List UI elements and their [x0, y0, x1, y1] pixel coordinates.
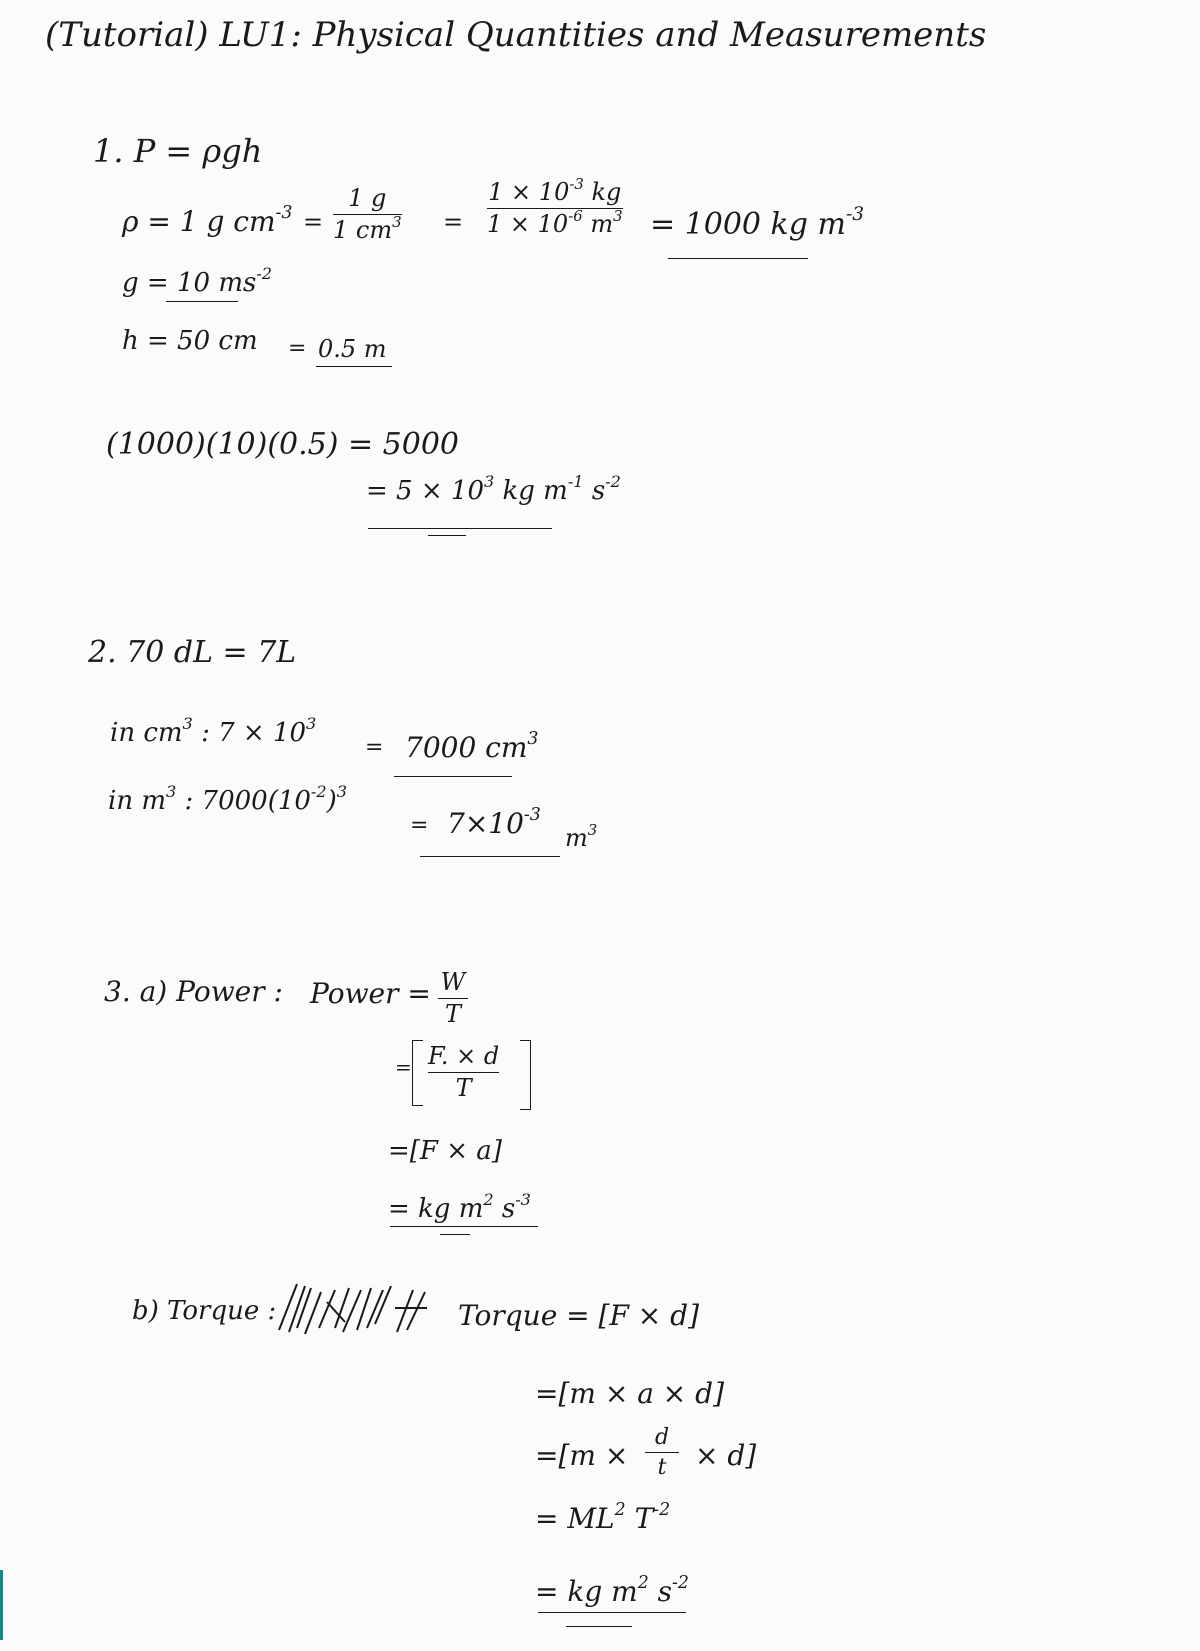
q2-m-underline: [420, 856, 560, 857]
q2-line1: 2. 70 dL = 7L: [88, 635, 297, 670]
q2-cm-calc: : 7 × 10: [201, 718, 307, 748]
q2-cm-exp: 3: [182, 713, 193, 733]
q2-m-unit: [565, 820, 598, 852]
q1-formula: 1. P = ρgh: [93, 132, 263, 170]
q2-cm-calc-exp: 3: [306, 713, 317, 733]
q3b-step4-text: = ML: [535, 1502, 615, 1535]
q1-rho: [122, 202, 293, 238]
q3b-step3-open: =[m ×: [535, 1439, 629, 1472]
q3b-step4-exp2: -2: [653, 1499, 671, 1520]
q1-rho-result-text: = 1000 kg m: [650, 207, 846, 242]
q2-m-result-text: 7×10: [447, 807, 524, 840]
q3a-step4-underline: [390, 1226, 538, 1227]
q3a-fraction: [438, 970, 468, 1027]
q3b-step5-exp: 2: [637, 1572, 649, 1593]
q1-f2-num-unit: kg: [591, 178, 622, 206]
q3b-step5-underline: [538, 1612, 686, 1613]
q2-cm-result: [405, 728, 539, 764]
q1-h-eq: =: [288, 336, 307, 361]
q2-m-calc-exp: -2: [310, 781, 327, 801]
q3a-step4-unit: s: [501, 1194, 516, 1224]
q1-rho-exp: -3: [275, 202, 293, 223]
q1-rho-result-underline: [668, 258, 808, 259]
q3b-step5-unit-exp: -2: [672, 1572, 689, 1593]
q1-fraction-1: [333, 186, 402, 243]
q2-cm-label: in cm: [110, 718, 183, 748]
q3a-frac-den: T: [444, 1000, 461, 1029]
q1-h-underline: [316, 366, 392, 367]
q1-f1-den-exp: 3: [392, 213, 402, 232]
q3b-step3-num: d: [654, 1425, 670, 1450]
q3b-step4-mid: T: [634, 1502, 654, 1535]
q3a-frac-bar: [438, 998, 468, 999]
q3b-torque: Torque = [F × d]: [458, 1299, 699, 1332]
q3a-step2-bracket-left: [412, 1040, 423, 1106]
q1-result-exp: 3: [484, 471, 495, 491]
q3b-step5-underline-2: [566, 1626, 632, 1627]
q3b-step3-fraction: [645, 1426, 679, 1479]
q1-f2-den-unit-exp: 3: [613, 207, 623, 226]
q1-result: [366, 471, 621, 506]
q2-m-label: in m: [108, 786, 166, 816]
q1-f2-den-unit: m: [590, 210, 614, 239]
q3b-step4: [535, 1499, 671, 1535]
q1-result-underline-2: [428, 535, 466, 536]
q2-m-unit-exp: 3: [587, 820, 598, 839]
q1-result-text: = 5 × 10: [366, 476, 484, 506]
q3b-step5-unit: s: [657, 1575, 673, 1608]
q1-eq1: =: [303, 208, 324, 236]
q1-f1-den-text: 1 cm: [333, 216, 393, 245]
page-title: (Tutorial) LU1: Physical Quantities and Measurements: [45, 15, 987, 55]
q3a-step2-bracket-right: [520, 1040, 531, 1110]
q3a-label: 3. a) Power :: [104, 975, 283, 1008]
q2-cm-eq: =: [365, 735, 384, 760]
q2-m-calc-close: ): [326, 786, 337, 816]
q1-g-value: 10 ms: [176, 268, 257, 298]
q1-f2-den: [487, 207, 623, 239]
q2-m-calc: : 7000(10: [184, 786, 311, 816]
q3a-step2-bar: [428, 1072, 499, 1073]
q1-result-unit-exp2: -2: [605, 471, 621, 491]
q2-cm-result-text: 7000 cm: [405, 731, 528, 764]
q3a-step3: =[F × a]: [388, 1136, 502, 1166]
q1-calc: (1000)(10)(0.5) = 5000: [106, 427, 460, 462]
q2-m-result-exp: -3: [523, 804, 541, 825]
q3b-label: b) Torque :: [132, 1296, 277, 1326]
q3a-step4-unit-exp: -3: [515, 1189, 531, 1209]
q3a-step2-fraction: [428, 1044, 499, 1101]
q3b-step5-text: = kg m: [535, 1575, 638, 1608]
q2-m-exp: 3: [165, 781, 177, 801]
q3a-frac-num: W: [440, 968, 466, 996]
q3a-step2-eq: =: [395, 1055, 412, 1079]
q3b-step2: =[m × a × d]: [535, 1377, 724, 1410]
q3b-step3-bar: [645, 1452, 679, 1453]
q1-f1-num: 1 g: [348, 184, 387, 212]
q1-g-exp: -2: [256, 263, 273, 283]
q3b-step3-den: t: [657, 1455, 667, 1481]
q1-f2-den-exp: -6: [568, 207, 583, 226]
q1-result-unit2: s: [591, 476, 606, 506]
q1-g-underline: [166, 301, 238, 302]
q2-m-calc-close-exp: 3: [336, 781, 348, 801]
q3a-step4: [388, 1189, 531, 1224]
q2-cm-underline: [394, 776, 512, 777]
q3a-step2-num: F. × d: [428, 1042, 500, 1070]
q3b-step4-exp1: 2: [614, 1499, 626, 1520]
q1-result-unit-exp1: -1: [567, 471, 584, 491]
q2-m-line: [108, 781, 348, 816]
q1-fraction-2: [487, 174, 623, 239]
q3a-power: Power =: [310, 977, 431, 1010]
q3a-step4-text: = kg m: [388, 1194, 484, 1224]
q3a-step2-den: T: [455, 1074, 472, 1103]
scan-edge-mark: [0, 1570, 3, 1640]
q2-m-result: [447, 804, 541, 840]
q3b-step5: [535, 1572, 689, 1608]
q3b-step3-close: × d]: [695, 1439, 757, 1472]
q1-f2-num: [488, 174, 622, 206]
q2-m-unit-text: m: [565, 824, 588, 852]
q3a-step4-underline-2: [440, 1234, 470, 1235]
q3a-step4-exp: 2: [483, 1189, 494, 1209]
q1-h-label: h = 50 cm: [122, 326, 258, 356]
q1-g-label: g =: [122, 268, 169, 298]
q1-f2-den-text: 1 × 10: [487, 210, 569, 239]
q1-eq2: =: [443, 208, 464, 236]
q1-f2-num-exp: -3: [569, 174, 584, 193]
q1-rho-result: [650, 204, 865, 242]
scribbled-out-text: [275, 1278, 435, 1338]
q1-f2-num-text: 1 × 10: [488, 178, 570, 206]
q1-result-unit: kg m: [502, 476, 568, 506]
q1-rho-result-exp: -3: [845, 204, 865, 226]
q1-f1-den: [333, 213, 402, 245]
q2-m-eq: =: [410, 813, 429, 838]
q1-h-value: 0.5 m: [318, 335, 387, 363]
q1-result-underline: [368, 528, 552, 529]
q1-rho-label: ρ = 1 g cm: [122, 205, 276, 238]
q2-cm-result-exp: 3: [527, 728, 539, 749]
q1-g: [122, 263, 273, 298]
q2-cm-line: [110, 713, 317, 748]
